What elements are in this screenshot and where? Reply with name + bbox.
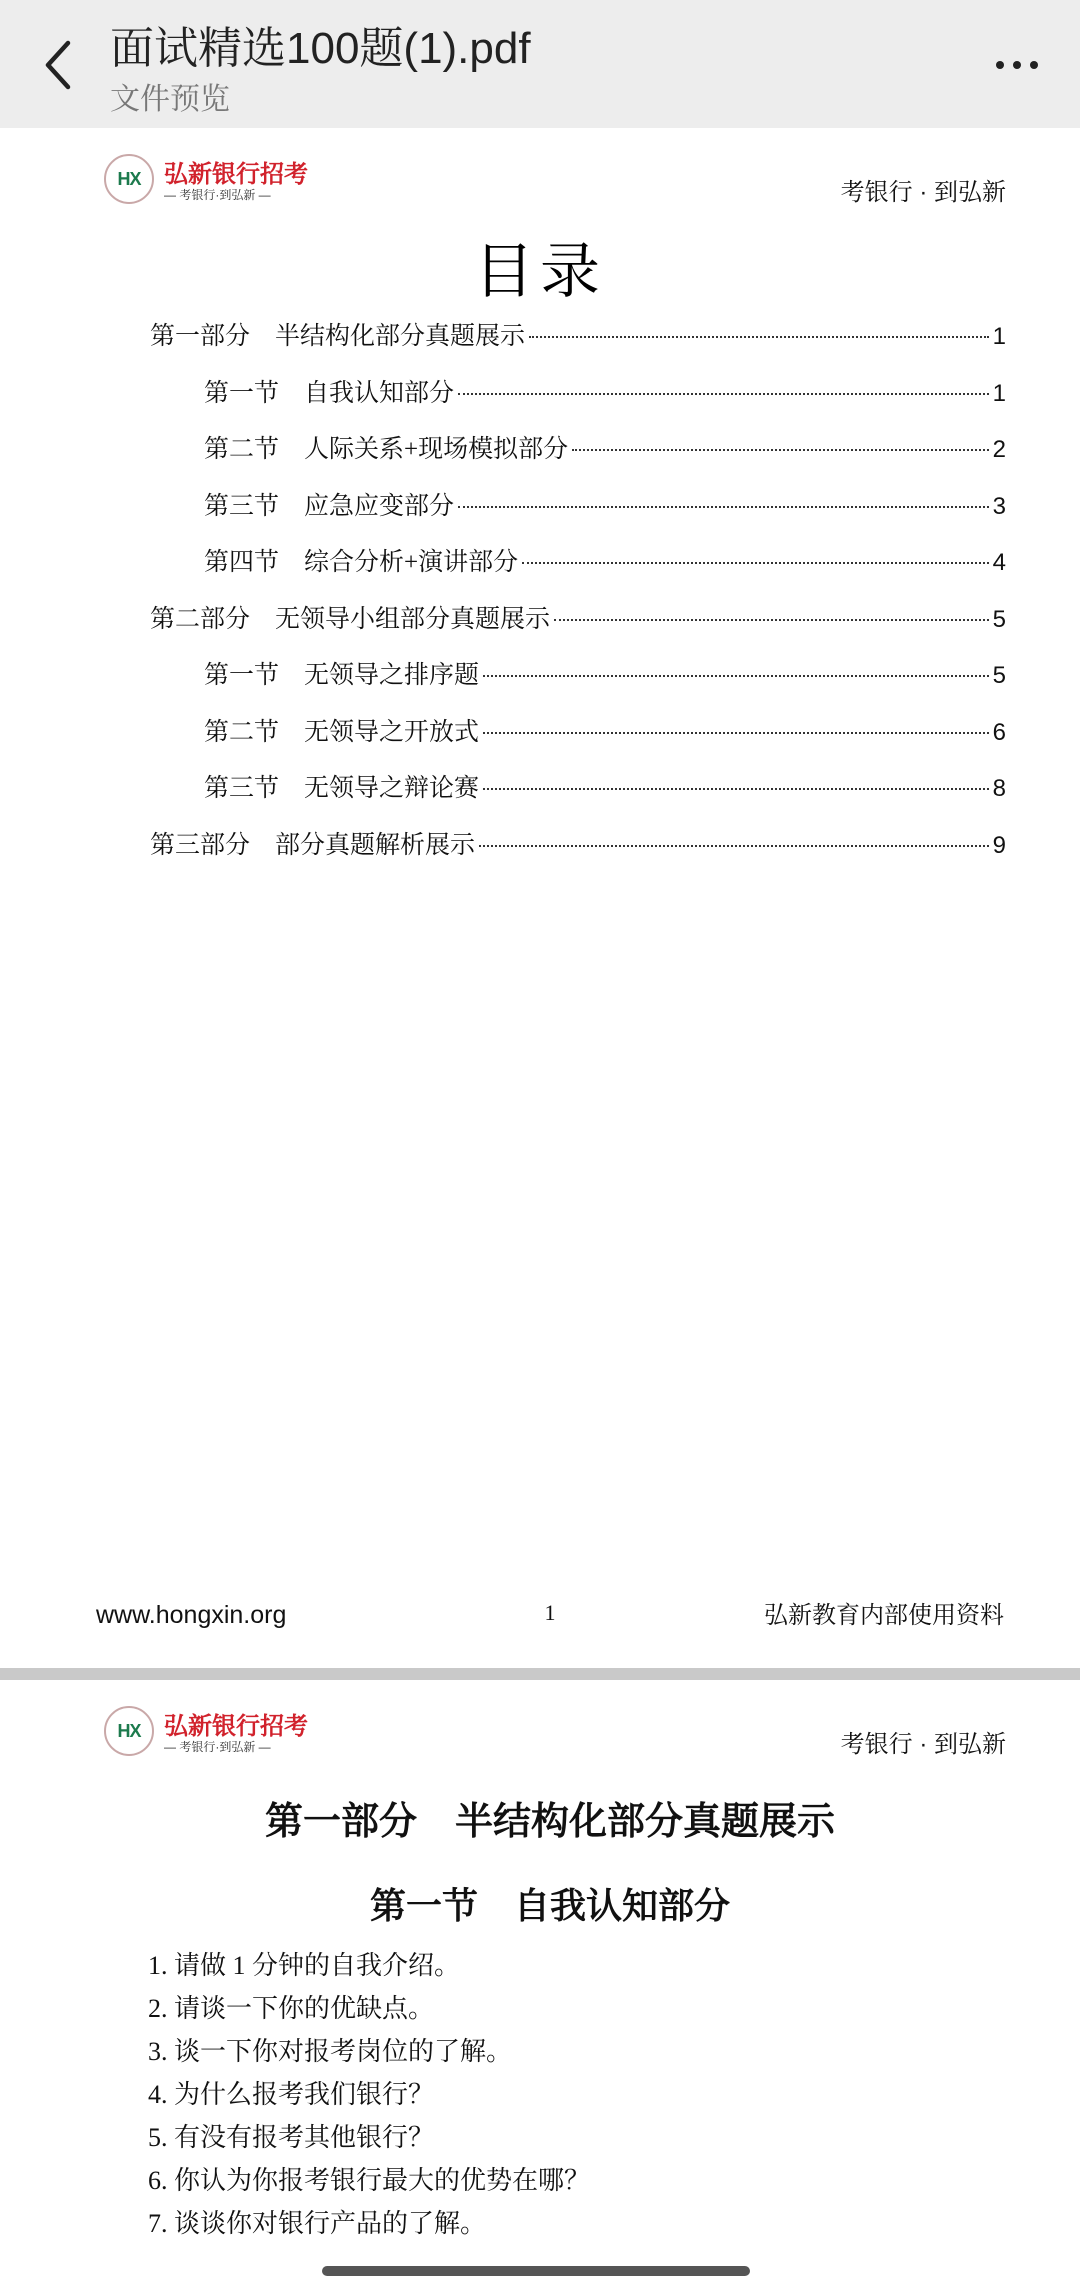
toc-entry-label: 第二节 人际关系+现场模拟部分 <box>204 436 569 463</box>
question-item: 3. 谈一下你对报考岗位的了解。 <box>148 2037 513 2066</box>
brand-slogan: — 考银行·到弘新 — <box>164 188 271 202</box>
toc-entry-label: 第一部分 半结构化部分真题展示 <box>150 323 526 350</box>
brand-name: 弘新银行招考 <box>164 161 308 188</box>
toc-entry[interactable] <box>204 373 1006 413</box>
brand-name: 弘新银行招考 <box>164 1713 308 1740</box>
toc-entry-label: 第二部分 无领导小组部分真题展示 <box>150 605 551 633</box>
toc-entry[interactable] <box>150 825 1006 865</box>
header-slogan: 考银行 · 到弘新 <box>840 1731 1006 1758</box>
header-slogan: 考银行 · 到弘新 <box>840 179 1006 206</box>
section-title: 第一节 自我认知部分 <box>369 1886 730 1926</box>
question-item: 4. 为什么报考我们银行？ <box>148 2080 435 2109</box>
pdf-page-2 <box>0 1680 1080 2296</box>
toc-leader-dots <box>483 675 989 677</box>
logo-emblem-icon <box>104 154 154 204</box>
toc-entry-label: 第三节 无领导之辩论赛 <box>204 775 480 802</box>
toc-leader-dots <box>483 732 989 734</box>
toc-entry-label: 第二节 无领导之开放式 <box>204 718 480 746</box>
question-item: 7. 谈谈你对银行产品的了解。 <box>148 2209 487 2238</box>
toc-entry-page: 9 <box>992 831 1006 859</box>
toc-entry[interactable] <box>204 486 1006 526</box>
question-item: 1. 请做 1 分钟的自我介绍。 <box>148 1951 461 1980</box>
toc-entry-page: 5 <box>992 605 1006 633</box>
logo-mark: HX <box>117 1720 141 1741</box>
toc-entry-page: 2 <box>992 436 1006 463</box>
file-title: 面试精选100题(1).pdf <box>110 24 531 73</box>
toc-entry[interactable] <box>204 768 1006 808</box>
toc-leader-dots <box>529 336 989 338</box>
toc-entry[interactable] <box>150 316 1006 356</box>
toc-entry-page: 1 <box>992 323 1006 350</box>
question-item: 6. 你认为你报考银行最大的优势在哪？ <box>148 2166 591 2195</box>
question-item: 5. 有没有报考其他银行？ <box>148 2123 435 2152</box>
toc-entry-page: 6 <box>992 718 1006 746</box>
pdf-page-1 <box>0 128 1080 1668</box>
brand-slogan: — 考银行·到弘新 — <box>164 1740 271 1754</box>
part-title: 第一部分 半结构化部分真题展示 <box>264 1801 835 1843</box>
toc-entry-label: 第三部分 部分真题解析展示 <box>150 831 476 859</box>
top-bar <box>0 0 1080 128</box>
toc-leader-dots <box>522 562 989 564</box>
question-list <box>148 1944 590 2245</box>
more-button[interactable] <box>982 40 1052 90</box>
toc-entry-page: 1 <box>992 379 1006 407</box>
toc-entry-label: 第四节 综合分析+演讲部分 <box>204 549 519 576</box>
toc-leader-dots <box>572 449 989 451</box>
toc-entry-label: 第一节 自我认知部分 <box>204 379 455 407</box>
question-item: 2. 请谈一下你的优缺点。 <box>148 1994 435 2023</box>
toc-entry-page: 5 <box>992 662 1006 689</box>
toc-leader-dots <box>554 619 989 621</box>
toc-leader-dots <box>458 393 989 395</box>
toc-entry[interactable] <box>204 429 1006 469</box>
toc-title: 目录 <box>474 239 606 305</box>
footer-note: 弘新教育内部使用资料 <box>764 1602 1004 1629</box>
brand-logo <box>104 152 308 212</box>
footer-website: www.hongxin.org <box>96 1601 287 1629</box>
toc-entry-label: 第一节 无领导之排序题 <box>204 662 480 689</box>
toc-entry[interactable] <box>204 542 1006 582</box>
logo-mark: HX <box>117 168 141 189</box>
logo-emblem-icon <box>104 1706 154 1756</box>
chevron-left-icon <box>42 39 74 91</box>
file-subtitle: 文件预览 <box>110 83 230 116</box>
brand-logo <box>104 1704 308 1764</box>
toc-entry[interactable] <box>204 712 1006 752</box>
toc-entry[interactable] <box>204 655 1006 695</box>
toc-leader-dots <box>479 845 989 847</box>
back-button[interactable] <box>28 30 88 100</box>
toc-leader-dots <box>458 506 989 508</box>
toc-entry-page: 4 <box>992 549 1006 576</box>
toc-entry-page: 8 <box>992 775 1006 802</box>
footer-page-number: 1 <box>544 1600 556 1625</box>
toc-entry-page: 3 <box>992 492 1006 520</box>
home-indicator[interactable] <box>322 2266 750 2276</box>
toc-entry[interactable] <box>150 599 1006 639</box>
toc-leader-dots <box>483 788 989 790</box>
toc-entry-label: 第三节 应急应变部分 <box>204 492 455 520</box>
more-horizontal-icon <box>996 61 1004 69</box>
